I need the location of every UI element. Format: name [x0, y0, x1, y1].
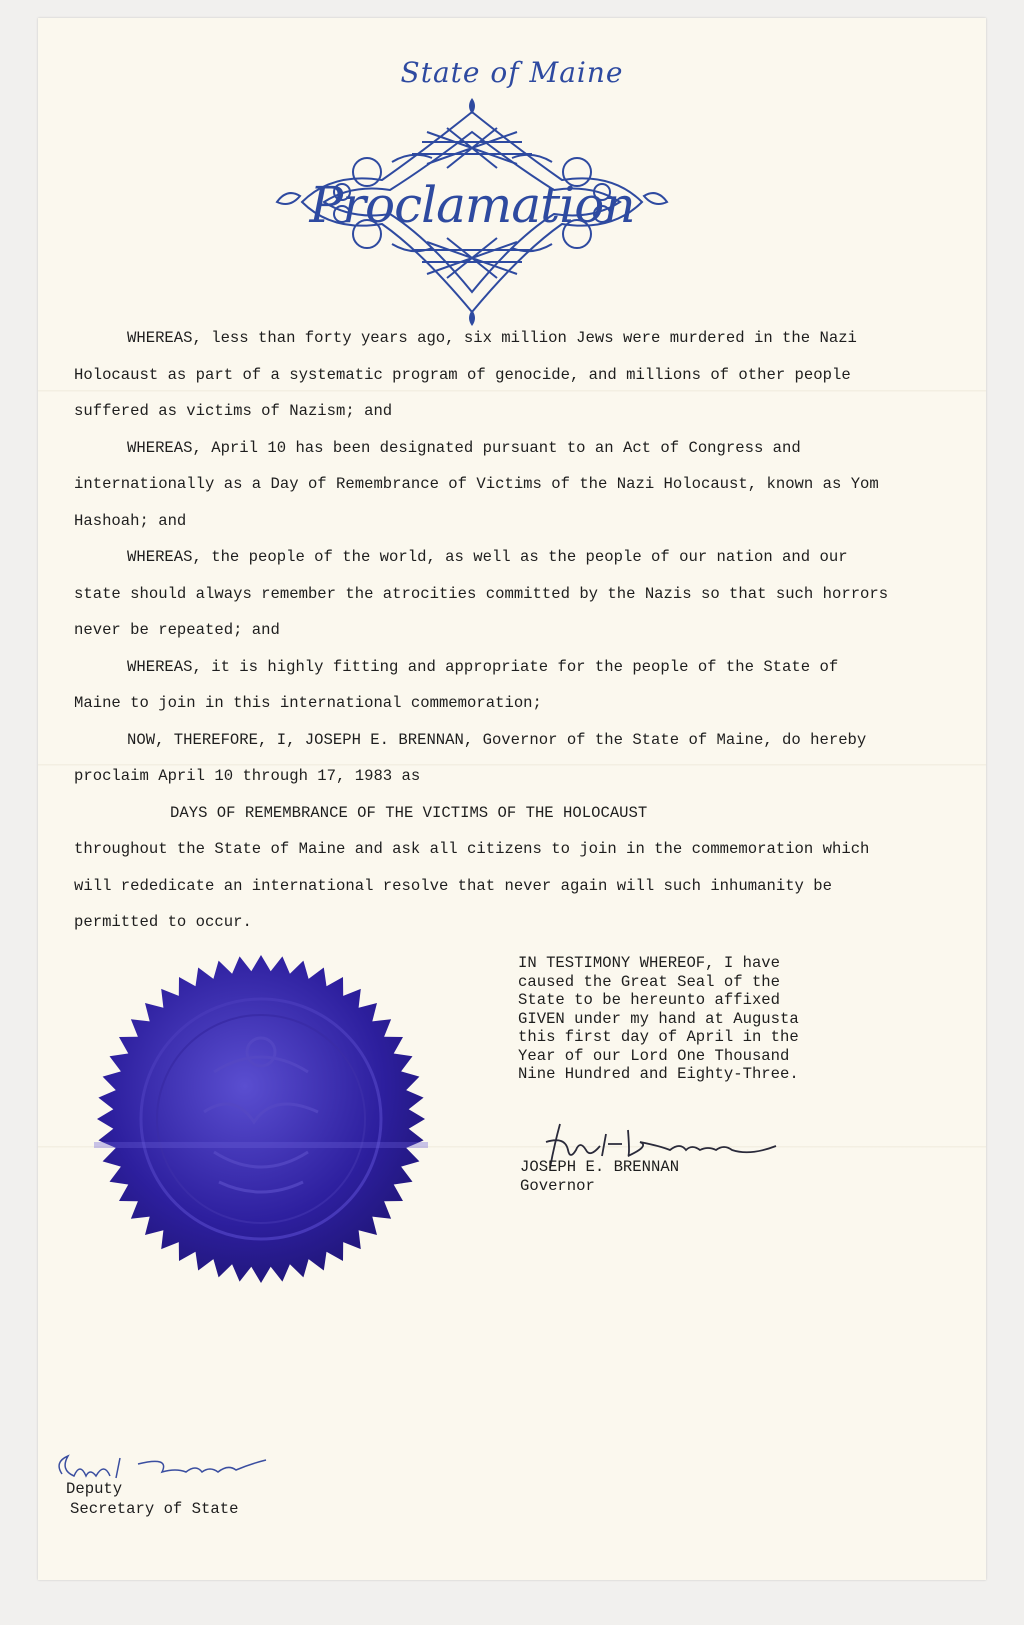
whereas-paragraph: WHEREAS, the people of the world, as well as the people of our nation and our state should always remember the atrocities committed by the Nazis so that such horrors never be repeated; and	[74, 548, 889, 639]
whereas-paragraph: WHEREAS, April 10 has been designated pursuant to an Act of Congress and internationally as a Day of Remembrance of Victims of the Nazi Holocaust, known as Yom Hashoah; and	[74, 438, 879, 530]
great-seal-icon	[94, 952, 428, 1286]
whereas-paragraph: WHEREAS, less than forty years ago, six million Jews were murdered in the Nazi Holocaust as part of a systematic program of genocide, and millions of other people suffered as victims of Nazism; and	[74, 329, 857, 420]
proclamation-title: Proclamation	[309, 176, 635, 234]
proclaimed-days: DAYS OF REMEMBRANCE OF THE VICTIMS OF THE HOLOCAUST	[170, 803, 648, 822]
secretary-of-state-label: Secretary of State	[70, 1500, 239, 1518]
whereas-paragraph: WHEREAS, it is highly fitting and appropriate for the people of the State of Maine to join in this international commemoration;	[74, 657, 839, 712]
governor-title: Governor	[520, 1177, 595, 1195]
governor-name: JOSEPH E. BRENNAN	[520, 1158, 680, 1176]
testimony-block: IN TESTIMONY WHEREOF, I have caused the Great Seal of the State to be hereunto affixed GIVEN under my hand at Augusta this first day of April in the Year of our Lord One Thousand Nine Hundred and Eighty-Three.	[518, 954, 799, 1083]
deputy-label: Deputy	[66, 1480, 123, 1498]
now-therefore-paragraph: NOW, THEREFORE, I, JOSEPH E. BRENNAN, Governor of the State of Maine, do hereby proclaim April 10 through 17, 1983 as	[74, 730, 867, 785]
closing-paragraph: throughout the State of Maine and ask all citizens to join in the commemoration which will rededicate an international resolve that never again will such inhumanity be permitted to occur.	[74, 840, 870, 931]
proclamation-body	[74, 320, 889, 941]
state-title: State of Maine	[400, 56, 624, 89]
